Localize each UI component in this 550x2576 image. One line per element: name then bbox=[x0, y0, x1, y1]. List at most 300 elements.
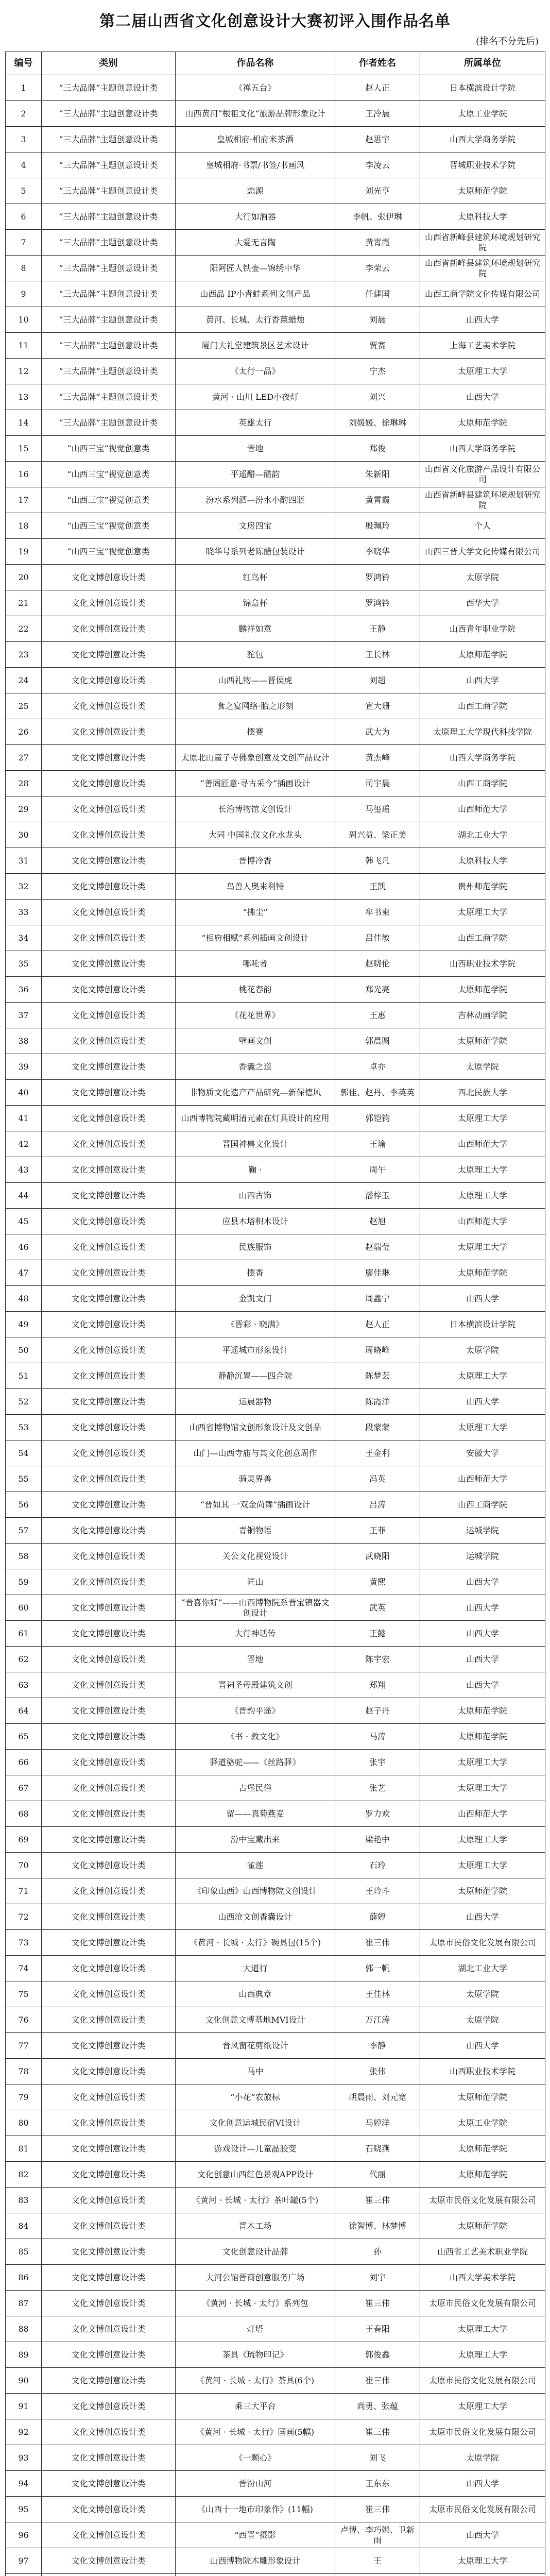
cell-work: 游戏设计—儿童晶胶变 bbox=[176, 2136, 335, 2162]
cell-work: 文房四宝 bbox=[176, 513, 335, 539]
cell-unit: 太原理工大学 bbox=[420, 1827, 545, 1853]
cell-unit: 山西大学 bbox=[420, 1569, 545, 1595]
cell-author: 张伟 bbox=[335, 2059, 420, 2084]
cell-no: 12 bbox=[6, 359, 42, 384]
cell-category: 文化文博创意设计类 bbox=[42, 1930, 176, 1956]
cell-unit: 西北民族大学 bbox=[420, 1080, 545, 1106]
cell-category: 文化文博创意设计类 bbox=[42, 900, 176, 925]
page-title: 第二届山西省文化创意设计大赛初评入围作品名单 bbox=[99, 12, 451, 30]
cell-unit: 太原科技大学 bbox=[420, 848, 545, 874]
cell-no: 13 bbox=[6, 384, 42, 410]
cell-author: 石晓燕 bbox=[335, 2136, 420, 2162]
cell-work: 静静沉置——四合院 bbox=[176, 1363, 335, 1389]
cell-unit: 山西大学 bbox=[420, 2033, 545, 2059]
cell-no: 42 bbox=[6, 1131, 42, 1157]
table-row bbox=[6, 281, 545, 307]
cell-author: 崔三伟 bbox=[335, 2368, 420, 2394]
table-row bbox=[6, 1904, 545, 1930]
cell-work: 留——真菊燕麦 bbox=[176, 1801, 335, 1827]
cell-work: 《印象山西》山西博物院文创设计 bbox=[176, 1878, 335, 1904]
table-row bbox=[6, 771, 545, 796]
cell-author: 武晓阳 bbox=[335, 1544, 420, 1569]
cell-no: 15 bbox=[6, 436, 42, 462]
cell-work: 金凯文门 bbox=[176, 1286, 335, 1312]
cell-no: 51 bbox=[6, 1363, 42, 1389]
cell-work: 黄河 · 山川 LED小夜灯 bbox=[176, 384, 335, 410]
cell-author: 潘梓玉 bbox=[335, 1183, 420, 1209]
table-row bbox=[6, 977, 545, 1003]
cell-category: “三大品牌”主题创意设计类 bbox=[42, 256, 176, 281]
cell-author: 陈霞洋 bbox=[335, 1389, 420, 1415]
cell-author: 刘超 bbox=[335, 668, 420, 693]
cell-work: 灯塔 bbox=[176, 2316, 335, 2342]
cell-unit: 山西职业技术学院 bbox=[420, 951, 545, 977]
table-row bbox=[6, 513, 545, 539]
cell-no: 4 bbox=[6, 152, 42, 178]
cell-author: 王凯 bbox=[335, 874, 420, 900]
table-row bbox=[6, 900, 545, 925]
cell-category: 文化文博创意设计类 bbox=[42, 2522, 176, 2548]
table-row bbox=[6, 1595, 545, 1621]
cell-category: 文化文博创意设计类 bbox=[42, 796, 176, 822]
cell-no: 31 bbox=[6, 848, 42, 874]
cell-work: 晋地 bbox=[176, 1647, 335, 1672]
cell-work: 麟祥如意 bbox=[176, 616, 335, 642]
cell-author: 黄霄霞 bbox=[335, 230, 420, 256]
cell-work: 《晋韵平遥》 bbox=[176, 1698, 335, 1724]
cell-work: 茶具《琉物印记》 bbox=[176, 2342, 335, 2368]
cell-no: 82 bbox=[6, 2162, 42, 2188]
cell-category: 文化文博创意设计类 bbox=[42, 1853, 176, 1878]
table-row bbox=[6, 127, 545, 152]
cell-unit: 太原学院 bbox=[420, 2445, 545, 2471]
cell-work: 晋博冷香 bbox=[176, 848, 335, 874]
cell-unit: 山西省新峰县建筑环境规划研究院 bbox=[420, 230, 545, 256]
table-row bbox=[6, 1647, 545, 1672]
cell-category: 文化文博创意设计类 bbox=[42, 1698, 176, 1724]
cell-work: 雀莲 bbox=[176, 1853, 335, 1878]
cell-no: 56 bbox=[6, 1492, 42, 1518]
cell-category: 文化文博创意设计类 bbox=[42, 616, 176, 642]
cell-category: 文化文博创意设计类 bbox=[42, 668, 176, 693]
cell-author: 尚勇、张蕴 bbox=[335, 2394, 420, 2419]
cell-no: 30 bbox=[6, 822, 42, 848]
cell-no: 88 bbox=[6, 2316, 42, 2342]
cell-unit: 山西大学 bbox=[420, 307, 545, 333]
cell-category: 文化文博创意设计类 bbox=[42, 1131, 176, 1157]
cell-category: “三大品牌”主题创意设计类 bbox=[42, 281, 176, 307]
header-work: 作品名称 bbox=[176, 52, 335, 75]
cell-category: 文化文博创意设计类 bbox=[42, 2007, 176, 2033]
cell-work: 《黄河 · 长城 · 太行》茶具(6个) bbox=[176, 2368, 335, 2394]
cell-author: 赵旭 bbox=[335, 1209, 420, 1234]
cell-no: 17 bbox=[6, 487, 42, 513]
table-row bbox=[6, 1003, 545, 1028]
cell-category: 文化文博创意设计类 bbox=[42, 1518, 176, 1544]
cell-category: 文化文博创意设计类 bbox=[42, 1028, 176, 1054]
cell-author: 胡晨雨、刘元宽 bbox=[335, 2084, 420, 2110]
cell-work: 《黄河 · 长城 · 太行》系列包 bbox=[176, 2291, 335, 2316]
table-row bbox=[6, 1878, 545, 1904]
cell-unit: 山西师范大学 bbox=[420, 1131, 545, 1157]
cell-author bbox=[335, 2574, 420, 2576]
cell-no: 57 bbox=[6, 1518, 42, 1544]
cell-no: 84 bbox=[6, 2213, 42, 2239]
cell-unit: 湖北工业大学 bbox=[420, 1956, 545, 1981]
cell-author: 王 bbox=[335, 2548, 420, 2574]
cell-category: 文化文博创意设计类 bbox=[42, 1415, 176, 1440]
cell-unit: 山西大学商务学院 bbox=[420, 127, 545, 152]
table-row bbox=[6, 75, 545, 101]
cell-no: 29 bbox=[6, 796, 42, 822]
cell-unit: 太原市民俗文化发展有限公司 bbox=[420, 1930, 545, 1956]
table-row bbox=[6, 822, 545, 848]
cell-unit: 山西师范大学 bbox=[420, 1466, 545, 1492]
cell-author: 张艺 bbox=[335, 1775, 420, 1801]
table-row bbox=[6, 2110, 545, 2136]
table-row bbox=[6, 1209, 545, 1234]
cell-work: 山西礼物——晋侯虎 bbox=[176, 668, 335, 693]
cell-no: 91 bbox=[6, 2394, 42, 2419]
cell-category: 文化文博创意设计类 bbox=[42, 925, 176, 951]
cell-category: 文化文博创意设计类 bbox=[42, 1080, 176, 1106]
table-row bbox=[6, 2471, 545, 2497]
cell-no: 75 bbox=[6, 1981, 42, 2007]
cell-unit: 太原理工大学 bbox=[420, 1775, 545, 1801]
cell-category: 文化文博创意设计类 bbox=[42, 1569, 176, 1595]
cell-unit: 太原师范学院 bbox=[420, 2136, 545, 2162]
cell-unit: 太原理工大学 bbox=[420, 1750, 545, 1775]
cell-author: 王金利 bbox=[335, 1440, 420, 1466]
table-row bbox=[6, 2368, 545, 2394]
cell-category: 文化文博创意设计类 bbox=[42, 590, 176, 616]
cell-unit: 山西大学 bbox=[420, 1595, 545, 1621]
cell-work: 大同 中国礼仪文化水龙头 bbox=[176, 822, 335, 848]
cell-author: 薛婷 bbox=[335, 1904, 420, 1930]
cell-unit: 太原师范学院 bbox=[420, 1724, 545, 1750]
cell-unit: 太原学院 bbox=[420, 565, 545, 590]
cell-category: 文化文博创意设计类 bbox=[42, 1981, 176, 2007]
cell-work: 阳阿匠人铁壶—锦绣中华 bbox=[176, 256, 335, 281]
cell-no: 68 bbox=[6, 1801, 42, 1827]
table-row bbox=[6, 719, 545, 745]
table-row bbox=[6, 2059, 545, 2084]
cell-no: 22 bbox=[6, 616, 42, 642]
table-row bbox=[6, 410, 545, 436]
cell-category: “三大品牌”主题创意设计类 bbox=[42, 152, 176, 178]
cell-no: 90 bbox=[6, 2368, 42, 2394]
cell-category: “三大品牌”主题创意设计类 bbox=[42, 230, 176, 256]
cell-work: 《黄河 · 长城 · 太行》国画(5幅) bbox=[176, 2419, 335, 2445]
cell-no: 95 bbox=[6, 2497, 42, 2522]
cell-no: 64 bbox=[6, 1698, 42, 1724]
cell-no: 73 bbox=[6, 1930, 42, 1956]
cell-work: 马中 bbox=[176, 2059, 335, 2084]
cell-no: 69 bbox=[6, 1827, 42, 1853]
cell-category: 文化文博创意设计类 bbox=[42, 565, 176, 590]
table-row bbox=[6, 256, 545, 281]
cell-work: 厦门大礼堂建筑景区艺术设计 bbox=[176, 333, 335, 359]
cell-work: 《山西十一地市印象作》(11幅) bbox=[176, 2497, 335, 2522]
cell-work: 应县木塔积木设计 bbox=[176, 1209, 335, 1234]
cell-category: 文化文博创意设计类 bbox=[42, 1003, 176, 1028]
cell-author: 宣大珊 bbox=[335, 693, 420, 719]
cell-work: 晓华号系列老陈醋包装设计 bbox=[176, 539, 335, 565]
table-row bbox=[6, 796, 545, 822]
cell-no: 43 bbox=[6, 1157, 42, 1183]
header-unit: 所属单位 bbox=[420, 52, 545, 75]
cell-author: 郑翔 bbox=[335, 1672, 420, 1698]
cell-no: 53 bbox=[6, 1415, 42, 1440]
cell-work: “晋如其 一双金尚舞”插画设计 bbox=[176, 1492, 335, 1518]
cell-author: 吕涛 bbox=[335, 1492, 420, 1518]
table-row bbox=[6, 1724, 545, 1750]
cell-no: 40 bbox=[6, 1080, 42, 1106]
cell-work: 皇城相府·书票/书签/书画风 bbox=[176, 152, 335, 178]
table-row bbox=[6, 2445, 545, 2471]
cell-category: 文化文博创意设计类 bbox=[42, 1389, 176, 1415]
cell-no: 49 bbox=[6, 1312, 42, 1337]
cell-category: 文化文博创意设计类 bbox=[42, 2291, 176, 2316]
cell-author: 王惠 bbox=[335, 1003, 420, 1028]
cell-category: 文化文博创意设计类 bbox=[42, 2213, 176, 2239]
table-row bbox=[6, 1028, 545, 1054]
cell-no: 25 bbox=[6, 693, 42, 719]
cell-work: 非物质文化遗产产品研究—新保德风 bbox=[176, 1080, 335, 1106]
cell-work: 文化创意文博基地MVI设计 bbox=[176, 2007, 335, 2033]
cell-category: 文化文博创意设计类 bbox=[42, 1234, 176, 1260]
table-row bbox=[6, 2342, 545, 2368]
cell-no: 77 bbox=[6, 2033, 42, 2059]
cell-work: 山西沧文创香囊设计 bbox=[176, 1904, 335, 1930]
cell-category: 文化文博创意设计类 bbox=[42, 1054, 176, 1080]
cell-work: 《太行一品》 bbox=[176, 359, 335, 384]
cell-category: “三大品牌”主题创意设计类 bbox=[42, 127, 176, 152]
cell-author: 牟书柬 bbox=[335, 900, 420, 925]
cell-category: 文化文博创意设计类 bbox=[42, 2265, 176, 2291]
table-row bbox=[6, 436, 545, 462]
cell-work: 匠山 bbox=[176, 1569, 335, 1595]
cell-work: 《花花世界》 bbox=[176, 1003, 335, 1028]
cell-unit: 太原理工大学 bbox=[420, 1363, 545, 1389]
table-row bbox=[6, 1466, 545, 1492]
table-row bbox=[6, 1801, 545, 1827]
cell-author: 陈梦芸 bbox=[335, 1363, 420, 1389]
cell-unit: 太原理工大学 bbox=[420, 900, 545, 925]
cell-category: 文化文博创意设计类 bbox=[42, 822, 176, 848]
table-row bbox=[6, 2084, 545, 2110]
table-row bbox=[6, 2548, 545, 2574]
cell-category: 文化文博创意设计类 bbox=[42, 1750, 176, 1775]
table-row bbox=[6, 1106, 545, 1131]
cell-category: 文化文博创意设计类 bbox=[42, 719, 176, 745]
cell-author: 武英 bbox=[335, 1595, 420, 1621]
table-row bbox=[6, 1440, 545, 1466]
cell-author: 孙 bbox=[335, 2239, 420, 2265]
cell-author: 周午 bbox=[335, 1157, 420, 1183]
cell-work bbox=[176, 2574, 335, 2576]
cell-work: 大爱无言陶 bbox=[176, 230, 335, 256]
cell-work: 青铜物语 bbox=[176, 1518, 335, 1544]
cell-author: 郭一帆 bbox=[335, 1956, 420, 1981]
cell-no: 78 bbox=[6, 2059, 42, 2084]
cell-unit: 太原师范学院 bbox=[420, 1028, 545, 1054]
cell-no: 6 bbox=[6, 204, 42, 230]
header-row bbox=[6, 52, 545, 75]
cell-no: 81 bbox=[6, 2136, 42, 2162]
cell-work: 晋国神兽文化设计 bbox=[176, 1131, 335, 1157]
cell-work: 皇城相府·相府米茶酒 bbox=[176, 127, 335, 152]
cell-author: 刘光亨 bbox=[335, 178, 420, 204]
cell-author: 石玲 bbox=[335, 1853, 420, 1878]
cell-work: 骑灵界兽 bbox=[176, 1466, 335, 1492]
table-row bbox=[6, 359, 545, 384]
cell-category: 文化文博创意设计类 bbox=[42, 1286, 176, 1312]
cell-no: 83 bbox=[6, 2188, 42, 2213]
cell-author: 徐智博、林梦博 bbox=[335, 2213, 420, 2239]
cell-category: “山西三宝”视觉创意类 bbox=[42, 487, 176, 513]
cell-work: 晋汾山河 bbox=[176, 2471, 335, 2497]
cell-category: 文化文博创意设计类 bbox=[42, 2239, 176, 2265]
cell-unit: 太原理工大学 bbox=[420, 2548, 545, 2574]
cell-category: 文化文博创意设计类 bbox=[42, 2162, 176, 2188]
cell-unit: 山西大学 bbox=[420, 1672, 545, 1698]
cell-unit: 日本横滨设计学院 bbox=[420, 75, 545, 101]
cell-unit: 太原师范学院 bbox=[420, 2213, 545, 2239]
cell-author: 李晓华 bbox=[335, 539, 420, 565]
cell-no: 67 bbox=[6, 1775, 42, 1801]
cell-work: 山西古饰 bbox=[176, 1183, 335, 1209]
cell-no: 66 bbox=[6, 1750, 42, 1775]
cell-no: 76 bbox=[6, 2007, 42, 2033]
cell-author: 郑俊 bbox=[335, 436, 420, 462]
cell-category: 文化文博创意设计类 bbox=[42, 2084, 176, 2110]
cell-author: 吕佳敏 bbox=[335, 925, 420, 951]
cell-no: 7 bbox=[6, 230, 42, 256]
cell-work: 山西黄河“根祖文化”旅游品牌形象设计 bbox=[176, 101, 335, 127]
table-row bbox=[6, 2497, 545, 2522]
table-row bbox=[6, 2574, 545, 2576]
table-row bbox=[6, 1337, 545, 1363]
table-row bbox=[6, 2419, 545, 2445]
cell-work: 长治博物馆文创设计 bbox=[176, 796, 335, 822]
cell-work: 山西博物院藏明清元素在灯具设计的应用 bbox=[176, 1106, 335, 1131]
cell-author: 马涛 bbox=[335, 1724, 420, 1750]
cell-category: “三大品牌”主题创意设计类 bbox=[42, 75, 176, 101]
cell-author: 王长林 bbox=[335, 642, 420, 668]
cell-author: 罗鸿钤 bbox=[335, 565, 420, 590]
cell-no: 62 bbox=[6, 1647, 42, 1672]
cell-unit: 太原市民俗文化发展有限公司 bbox=[420, 2419, 545, 2445]
cell-author: 郑光亮 bbox=[335, 977, 420, 1003]
cell-unit: 太原学院 bbox=[420, 1337, 545, 1363]
cell-no: 27 bbox=[6, 745, 42, 771]
cell-no: 94 bbox=[6, 2471, 42, 2497]
cell-unit: 太原市民俗文化发展有限公司 bbox=[420, 2188, 545, 2213]
cell-unit: 太原师范学院 bbox=[420, 2162, 545, 2188]
cell-author: 赵人正 bbox=[335, 1312, 420, 1337]
cell-work: 《黄河 · 长城 · 太行》碗具包(15个) bbox=[176, 1930, 335, 1956]
cell-work: 大道行 bbox=[176, 1956, 335, 1981]
table-row bbox=[6, 1853, 545, 1878]
cell-unit: 山西省文化旅游产品设计有限公司 bbox=[420, 462, 545, 487]
cell-author: 卓亦 bbox=[335, 1054, 420, 1080]
cell-category: 文化文博创意设计类 bbox=[42, 2110, 176, 2136]
table-row bbox=[6, 565, 545, 590]
cell-author: 任建国 bbox=[335, 281, 420, 307]
cell-category: 文化文博创意设计类 bbox=[42, 693, 176, 719]
cell-author: 崔三伟 bbox=[335, 2419, 420, 2445]
table-row bbox=[6, 1621, 545, 1647]
cell-no: 47 bbox=[6, 1260, 42, 1286]
table-row bbox=[6, 1286, 545, 1312]
cell-no: 24 bbox=[6, 668, 42, 693]
cell-work: “小花”农旅标 bbox=[176, 2084, 335, 2110]
cell-work: 《书 · 敦文化》 bbox=[176, 1724, 335, 1750]
cell-unit: 西华大学 bbox=[420, 590, 545, 616]
cell-category: “三大品牌”主题创意设计类 bbox=[42, 333, 176, 359]
cell-category: 文化文博创意设计类 bbox=[42, 1363, 176, 1389]
cell-author: 李帆、张伊琳 bbox=[335, 204, 420, 230]
cell-unit: 山西省新峰县建筑环境规划研究院 bbox=[420, 487, 545, 513]
cell-unit: 太原理工大学 bbox=[420, 1853, 545, 1878]
cell-no: 19 bbox=[6, 539, 42, 565]
cell-author: 贾赛 bbox=[335, 333, 420, 359]
cell-author: 崔三伟 bbox=[335, 2291, 420, 2316]
cell-category: 文化文博创意设计类 bbox=[42, 2419, 176, 2445]
cell-category: “三大品牌”主题创意设计类 bbox=[42, 384, 176, 410]
table-row bbox=[6, 204, 545, 230]
cell-unit: 太原学院 bbox=[420, 2007, 545, 2033]
cell-author: 刘媛媛、徐琳琳 bbox=[335, 410, 420, 436]
cell-author: 王东东 bbox=[335, 2471, 420, 2497]
cell-category: 文化文博创意设计类 bbox=[42, 1878, 176, 1904]
cell-no: 70 bbox=[6, 1853, 42, 1878]
cell-unit: 太原师范学院 bbox=[420, 1260, 545, 1286]
cell-work: “晋喜你好”——山西博物院系晋宝镇器文创设计 bbox=[176, 1595, 335, 1621]
cell-unit: 山西工商学院 bbox=[420, 1492, 545, 1518]
cell-unit: 太原理工大学 bbox=[420, 1106, 545, 1131]
cell-category: 文化文博创意设计类 bbox=[42, 2033, 176, 2059]
cell-category: 文化文博创意设计类 bbox=[42, 1544, 176, 1569]
cell-category: 文化文博创意设计类 bbox=[42, 848, 176, 874]
table-row bbox=[6, 101, 545, 127]
cell-category: 文化文博创意设计类 bbox=[42, 1466, 176, 1492]
cell-no: 10 bbox=[6, 307, 42, 333]
cell-no: 18 bbox=[6, 513, 42, 539]
table-row bbox=[6, 1363, 545, 1389]
cell-work: 山门—山西寺庙与其文化创意周作 bbox=[176, 1440, 335, 1466]
cell-no: 87 bbox=[6, 2291, 42, 2316]
cell-author: 武大为 bbox=[335, 719, 420, 745]
cell-category: 文化文博创意设计类 bbox=[42, 1260, 176, 1286]
cell-unit: 湖北工业大学 bbox=[420, 822, 545, 848]
cell-category: 文化文博创意设计类 bbox=[42, 1621, 176, 1647]
cell-work: 红鸟杯 bbox=[176, 565, 335, 590]
cell-work: 山西品 IP小青蛙系列文创产品 bbox=[176, 281, 335, 307]
cell-no: 44 bbox=[6, 1183, 42, 1209]
cell-work: 英雄太行 bbox=[176, 410, 335, 436]
table-row bbox=[6, 539, 545, 565]
cell-unit: 山西省工艺美术职业学院 bbox=[420, 2239, 545, 2265]
cell-author: 王瑜 bbox=[335, 1131, 420, 1157]
cell-work: 鞠 · bbox=[176, 1157, 335, 1183]
table-row bbox=[6, 2316, 545, 2342]
cell-work: 晋风窗花剪纸设计 bbox=[176, 2033, 335, 2059]
cell-category: “三大品牌”主题创意设计类 bbox=[42, 204, 176, 230]
cell-author: 王玲斗 bbox=[335, 1878, 420, 1904]
table-row bbox=[6, 1775, 545, 1801]
